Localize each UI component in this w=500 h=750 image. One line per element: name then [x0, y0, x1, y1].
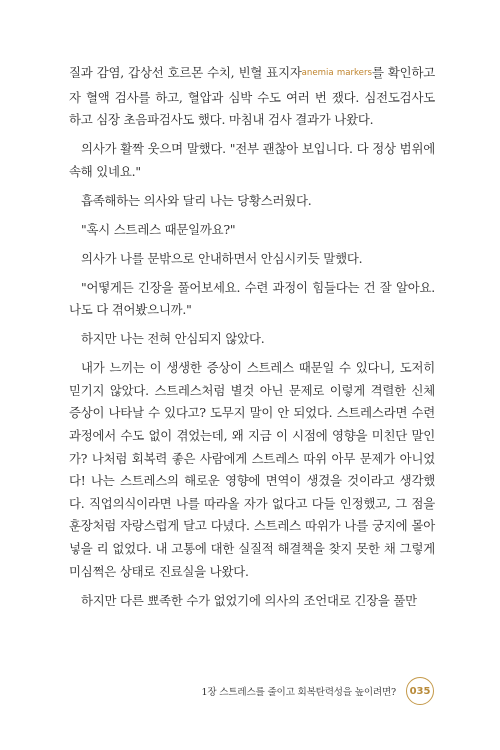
annotation-anemia-markers: anemia markers: [301, 68, 372, 78]
page-footer: [201, 677, 434, 705]
paragraph-5: 의사가 나를 문밖으로 안내하면서 안심시키듯 말했다.: [81, 250, 363, 266]
body-text: [69, 62, 435, 619]
paragraph-6: "어떻게든 긴장을 풀어보세요. 수련 과정이 힘들다는 건 잘 알아요. 나도 다 겪어봤으니까.": [69, 279, 435, 318]
paragraph-8: 내가 느끼는 이 생생한 증상이 스트레스 때문일 수 있다니, 도저히 믿기지 않았다. 스트레스처럼 별것 아닌 문제로 이렇게 격렬한 신체 증상이 나타날 수 있다고? 도무지 말이 안 되었다. 스트레스라면 수련 과정에서 수도 없이 겪었는데, 왜 지금 이 시점에 영향을 미친단 말인가? 나처럼 회복력 좋은 사람에게 스트레스 따위 아무 문제가 아니었다! 나는 스트레스의 해로운 영향에 면역이 생겼을 것이라고 생각했다. 직업의식이라면 나를 따라올 자가 없다고 다들 인정했고, 그 점을 훈장처럼 자랑스럽게 달고 다녔다. 스트레스 따위가 나를 궁지에 몰아넣을 리 없었다. 내 고통에 대한 실질적 해결책을 찾지 못한 채 그렇게 미심쩍은 상태로 진료실을 나왔다.: [69, 360, 435, 579]
paragraph-4: "혹시 스트레스 때문일까요?": [81, 221, 236, 237]
paragraph-text: 를 확인하고 자 혈액 검사를 하고, 혈압과 심박 수도 여러 번 쟀다. 심전도검사도 하고 심장 초음파검사도 했다. 마침내 검사 결과가 나왔다.: [69, 65, 435, 128]
paragraph-2: 의사가 활짝 웃으며 말했다. "전부 괜찮아 보입니다. 다 정상 범위에 속해 있네요.": [69, 141, 435, 179]
paragraph-9: 하지만 다른 뾰족한 수가 없었기에 의사의 조언대로 긴장을 풀만: [81, 592, 417, 608]
chapter-title: 1장 스트레스를 줄이고 회복탄력성을 높이려면?: [201, 687, 396, 698]
paragraph-text: 질과 감염, 갑상선 호르몬 수치, 빈혈 표지자: [69, 65, 302, 80]
paragraph-1: [69, 62, 435, 132]
paragraph-3: 흡족해하는 의사와 달리 나는 당황스러웠다.: [81, 192, 312, 208]
paragraph-7: 하지만 나는 전혀 안심되지 않았다.: [81, 331, 265, 347]
page-number: 035: [406, 677, 434, 705]
